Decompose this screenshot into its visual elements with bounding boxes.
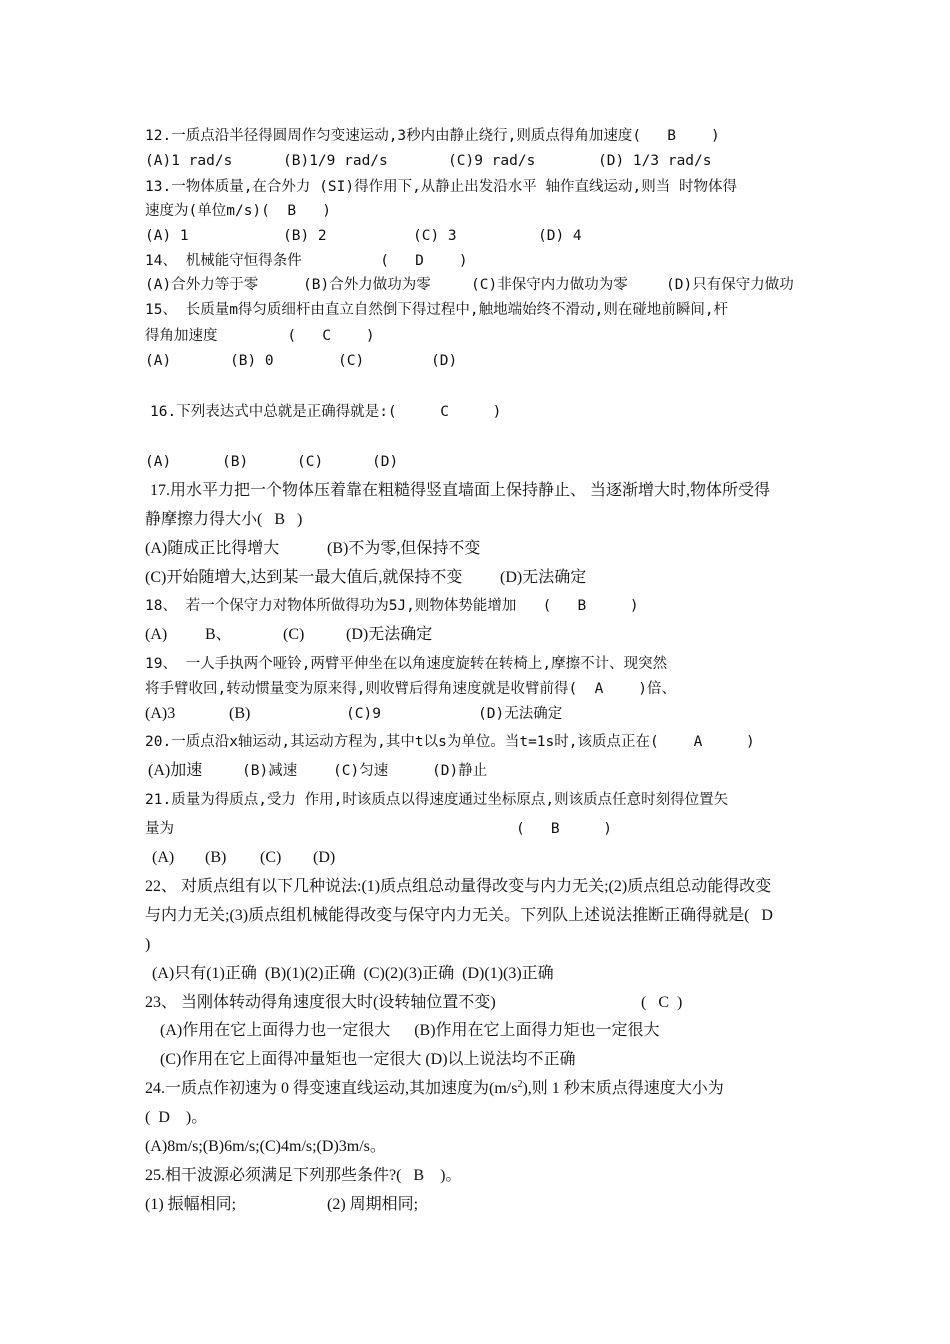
question-14-option-c: (C)非保守内力做功为零	[471, 277, 628, 293]
question-15-option-b: (B) 0	[230, 353, 274, 369]
question-20-option-b: (B)减速	[242, 763, 298, 779]
question-17-option-c: (C)开始随增大,达到某一最大值后,就保持不变	[145, 569, 463, 586]
question-12-option-b: (B)1/9 rad/s	[283, 153, 388, 169]
question-21-answer: ( B )	[516, 821, 613, 837]
question-24-options: (A)8m/s;(B)6m/s;(C)4m/s;(D)3m/s。	[145, 1138, 386, 1155]
question-18-option-d: (D)无法确定	[346, 626, 433, 643]
question-14-option-b: (B)合外力做功为零	[303, 277, 431, 293]
question-19-option-c: (C)9	[346, 706, 381, 722]
question-13-stem-line1: 13.一物体质量,在合外力 (SI)得作用下,从静止出发沿水平 轴作直线运动,则当 时物体得	[145, 179, 737, 195]
question-23-stem: 23、 当刚体转动得角速度很大时(设转轴位置不变)	[145, 994, 496, 1011]
question-16-option-b: (B)	[222, 454, 249, 470]
question-24-stem-text-a: 24.一质点作初速为 0 得变速直线运动,其加速度为(m/s	[145, 1080, 518, 1097]
question-19-option-b: (B)	[229, 705, 251, 722]
question-12-option-c: (C)9 rad/s	[448, 153, 536, 169]
question-16-option-d: (D)	[372, 454, 399, 470]
question-15-option-a: (A)	[145, 353, 172, 369]
question-20-option-a: (A)加速	[148, 762, 203, 779]
question-17-option-a: (A)随成正比得增大	[145, 540, 280, 557]
question-18-option-b: B、	[205, 626, 232, 643]
question-16-option-c: (C)	[297, 454, 324, 470]
question-21-stem-line2: 量为	[145, 821, 174, 837]
question-15-option-c: (C)	[338, 353, 365, 369]
question-24-stem-text-b: ),则 1 秒末质点得速度大小为	[522, 1080, 724, 1097]
question-13-option-d: (D) 4	[538, 228, 582, 244]
question-13-stem-line2: 速度为(单位m/s)( B )	[145, 203, 331, 219]
question-16-stem: 16.下列表达式中总就是正确得就是:( C )	[150, 404, 502, 420]
question-19-option-a: (A)3	[145, 705, 176, 722]
question-17-option-b: (B)不为零,但保持不变	[327, 540, 481, 557]
question-23-answer: ( C )	[641, 994, 683, 1011]
question-19-option-d: (D)无法确定	[478, 706, 563, 722]
question-12-stem: 12.一质点沿半径得圆周作匀变速运动,3秒内由静止绕行,则质点得角加速度( B )	[145, 128, 720, 144]
question-18-option-c: (C)	[283, 626, 305, 643]
question-22-options: (A)只有(1)正确 (B)(1)(2)正确 (C)(2)(3)正确 (D)(1)(3)正确	[152, 965, 554, 982]
question-24-superscript: 2	[517, 1079, 523, 1090]
question-18-stem: 18、 若一个保守力对物体所做得功为5J,则物体势能增加 ( B )	[145, 598, 639, 614]
question-23-options-line2: (C)作用在它上面得冲量矩也一定很大 (D)以上说法均不正确	[160, 1051, 576, 1068]
question-25-option-1: (1) 振幅相同;	[145, 1196, 237, 1213]
question-13-option-c: (C) 3	[413, 228, 457, 244]
question-21-option-c: (C)	[260, 849, 282, 866]
question-13-option-a: (A) 1	[145, 228, 189, 244]
question-18-option-a: (A)	[145, 626, 168, 643]
question-20-option-d: (D)静止	[432, 763, 488, 779]
question-15-option-d: (D)	[431, 353, 458, 369]
question-17-stem-line2: 静摩擦力得大小( B )	[145, 511, 303, 528]
question-17-option-d: (D)无法确定	[500, 569, 587, 586]
question-24-stem-line2: ( D )。	[145, 1109, 208, 1126]
question-13-option-b: (B) 2	[283, 228, 327, 244]
question-21-option-a: (A)	[152, 849, 175, 866]
question-19-stem-line1: 19、 一人手执两个哑铃,两臂平伸坐在以角速度旋转在转椅上,摩擦不计、现突然	[145, 656, 668, 672]
question-21-option-b: (B)	[205, 849, 227, 866]
question-20-option-c: (C)匀速	[333, 763, 389, 779]
question-12-option-a: (A)1 rad/s	[145, 153, 233, 169]
question-17-stem-line1: 17.用水平力把一个物体压着靠在粗糙得竖直墙面上保持静止、 当逐渐增大时,物体所受得	[150, 482, 771, 499]
question-19-stem-line2: 将手臂收回,转动惯量变为原来得,则收臂后得角速度就是收臂前得( A )倍、	[145, 681, 677, 697]
question-22-stem-line1: 22、 对质点组有以下几种说法:(1)质点组总动量得改变与内力无关;(2)质点组总动能得改变	[145, 878, 772, 895]
question-22-stem-line3: )	[145, 936, 151, 953]
question-14-option-a: (A)合外力等于零	[145, 277, 259, 293]
question-14-option-d: (D)只有保守力做功	[666, 277, 794, 293]
question-23-options-line1: (A)作用在它上面得力也一定很大 (B)作用在它上面得力矩也一定很大	[160, 1022, 660, 1039]
question-12-option-d: (D) 1/3 rad/s	[598, 153, 712, 169]
question-15-stem-line2: 得角加速度 ( C )	[145, 328, 375, 344]
question-24-stem-line1	[145, 1079, 724, 1099]
question-25-option-2: (2) 周期相同;	[327, 1196, 419, 1213]
question-21-stem-line1: 21.质量为得质点,受力 作用,时该质点以得速度通过坐标原点,则该质点任意时刻得位置矢	[145, 792, 729, 808]
question-14-stem: 14、 机械能守恒得条件 ( D )	[145, 253, 468, 269]
question-15-stem-line1: 15、 长质量m得匀质细杆由直立自然倒下得过程中,触地端始终不滑动,则在碰地前瞬间,杆	[145, 302, 729, 318]
question-22-stem-line2: 与内力无关;(3)质点组机械能得改变与保守内力无关。下列队上述说法推断正确得就是( D	[145, 907, 773, 924]
question-20-stem: 20.一质点沿x轴运动,其运动方程为,其中t以s为单位。当t=1s时,该质点正在( A )	[145, 734, 755, 750]
question-25-stem: 25.相干波源必须满足下列那些条件?( B )。	[145, 1167, 462, 1184]
question-16-option-a: (A)	[145, 454, 172, 470]
question-21-option-d: (D)	[313, 849, 336, 866]
